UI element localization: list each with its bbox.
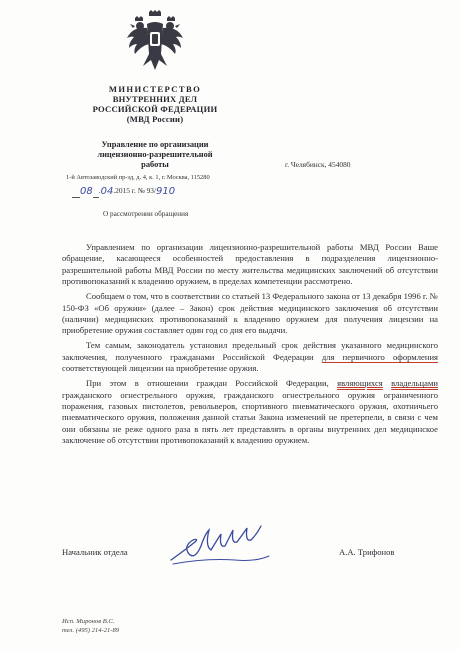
department-line: Управление по организации [101, 140, 209, 149]
underlined-phrase: для первичного оформления [321, 351, 439, 362]
sender-address: 1-й Автозаводский пр-зд, д. 4, к. 1, г. Москва, 115280 [66, 174, 210, 181]
handwritten-signature-icon [165, 520, 275, 570]
body-paragraph [62, 340, 438, 374]
signatory-name: А.А. Трифонов [339, 547, 395, 557]
registration-number: 910 [156, 186, 176, 197]
paragraph-text: соответствующей лицензии на приобретение оружия. [62, 363, 259, 374]
letter-body [62, 242, 438, 450]
executor-info [62, 617, 119, 635]
ministry-line: МИНИСТЕРСТВО [108, 84, 202, 94]
recipient-city: г. Челябинск, 454080 [285, 160, 351, 169]
ministry-line: (МВД России) [126, 114, 184, 124]
paragraph-text: При этом в отношении граждан Российской Федерации, [86, 378, 338, 389]
date-year-and-number-label: .2015 г. № 93/ [113, 186, 157, 195]
executor-phone: тел. (495) 214-21-89 [62, 627, 120, 634]
signatory-title: Начальник отдела [62, 547, 128, 557]
letter-subject: О рассмотрении обращения [103, 210, 189, 218]
date-dot: . [98, 186, 101, 195]
date-day: 08 [80, 186, 93, 197]
department-line: работы [141, 160, 169, 169]
body-paragraph: Сообщаем о том, что в соответствии со статьей 13 Федерального закона от 13 декабря 1996 г. № 150-ФЗ «Об оружии» (далее – Закон) срок действия медицинского заключения об отсутствии (наличии) медицинских противопоказаний к владению оружием для получения лицензии на приобретение оружия составляет один год со дня его выдачи. [62, 291, 438, 336]
department-line: лицензионно-разрешительной [97, 150, 213, 159]
paragraph-text: гражданского огнестрельного оружия, гражданского огнестрельного оружия ограниченного поражения, газовых пистолетов, револьверов, спортивного пневматического оружия, охотничьего пневматического оружия, положения данной статьи Закона изменений не претерпели, в связи с чем они обязаны не реже одного раза в пять лет представлять в органы внутренних дел медицинское заключение об отсутствии противопоказаний к владению оружием. [62, 389, 438, 446]
paragraph-text: Тем самым, законодатель установил предельный срок действия указанного медицинского заключения, полученного гражданами Российской Федерации [62, 340, 438, 362]
date-month: 04 [100, 186, 114, 197]
paragraph-text [383, 378, 391, 388]
department-name-block [75, 140, 235, 170]
ministry-name-block [70, 84, 240, 124]
ministry-line: РОССИЙСКОЙ ФЕДЕРАЦИИ [92, 104, 218, 114]
underlined-word: владельцами [391, 378, 439, 389]
ministry-line: ВНУТРЕННИХ ДЕЛ [112, 94, 198, 104]
registration-line [72, 184, 242, 200]
body-paragraph: Управлением по организации лицензионно-разрешительной работы МВД России Ваше обращение, касающееся особенностей предоставления в подразделения лицензионно-разрешительной работы МВД России по месту жительства медицинских заключений об отсутствии противопоказаний к владению оружием, в пределах компетенции рассмотрено. [62, 242, 438, 287]
double-headed-eagle-icon [125, 10, 185, 72]
body-paragraph [62, 378, 438, 446]
executor-name: Исп. Миронов В.С. [62, 618, 115, 625]
underlined-word: являющихся [337, 378, 383, 389]
